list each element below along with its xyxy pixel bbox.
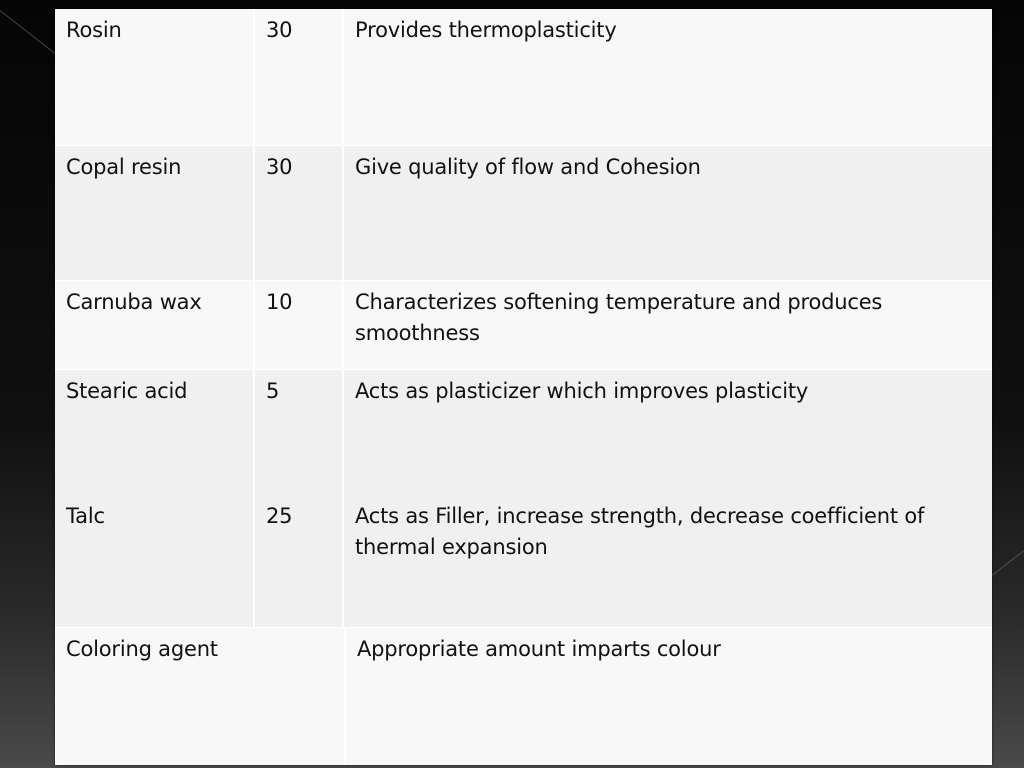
ingredient-name: Rosin	[66, 18, 122, 42]
ingredient-cell	[55, 628, 344, 765]
table-row	[55, 281, 992, 370]
ingredient-amount: 10	[266, 290, 293, 314]
table-row	[55, 9, 992, 146]
ingredient-amount: 30	[266, 155, 293, 179]
ingredient-amount: 30	[266, 18, 293, 42]
function-cell	[344, 9, 992, 145]
backdrop-diagonal-right	[992, 550, 1024, 575]
table-row	[55, 146, 992, 281]
ingredient-cell	[55, 146, 255, 280]
ingredient-function: Provides thermoplasticity	[355, 18, 617, 42]
ingredient-function-secondary: Acts as Filler, increase strength, decrease coefficient of thermal expansion	[355, 504, 925, 559]
ingredient-function: Give quality of flow and Cohesion	[355, 155, 701, 179]
amount-cell	[255, 281, 344, 369]
amount-cell	[255, 370, 344, 627]
backdrop-diagonal-left	[0, 10, 63, 60]
function-cell	[344, 628, 992, 765]
function-cell	[344, 281, 992, 369]
ingredient-amount: 5	[266, 379, 280, 403]
ingredients-table	[55, 9, 992, 765]
ingredient-name: Coloring agent	[66, 637, 218, 661]
table-row	[55, 628, 992, 765]
ingredient-function: Characterizes softening temperature and produces smoothness	[355, 290, 883, 345]
function-cell	[344, 370, 992, 627]
ingredient-cell	[55, 370, 255, 627]
ingredient-name: Stearic acid	[66, 379, 188, 403]
ingredient-amount-secondary: 25	[266, 504, 293, 528]
amount-cell	[255, 9, 344, 145]
ingredient-cell	[55, 9, 255, 145]
table-row	[55, 370, 992, 628]
ingredient-name-secondary: Talc	[66, 504, 105, 528]
ingredient-name: Copal resin	[66, 155, 182, 179]
ingredient-cell	[55, 281, 255, 369]
ingredient-function: Appropriate amount imparts colour	[357, 637, 721, 661]
ingredient-name: Carnuba wax	[66, 290, 202, 314]
amount-cell	[255, 146, 344, 280]
ingredient-function: Acts as plasticizer which improves plasticity	[355, 379, 809, 403]
function-cell	[344, 146, 992, 280]
